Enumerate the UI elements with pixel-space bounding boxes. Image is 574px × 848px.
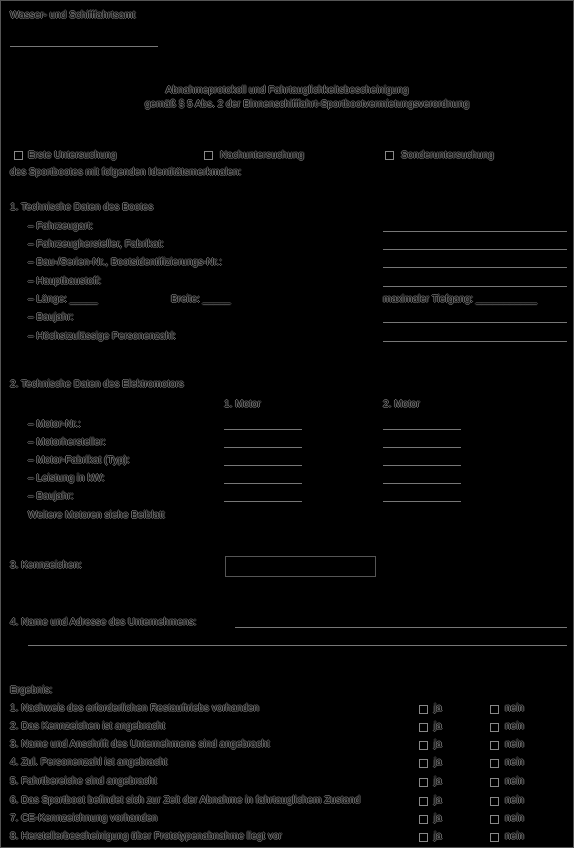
section3-heading: 3. Kennzeichen: bbox=[10, 560, 82, 571]
follow-up-inspection-checkbox[interactable] bbox=[204, 151, 213, 160]
motor1-model-field[interactable] bbox=[224, 465, 302, 466]
result8-yes-checkbox[interactable] bbox=[419, 833, 428, 842]
document-title: Abnahmeprotokoll und Fahrtauglichkeitsbescheinigung bbox=[165, 85, 409, 96]
result2-yes-checkbox[interactable] bbox=[419, 723, 428, 732]
result8-yes-label: ja bbox=[434, 831, 442, 842]
motor-number-label: – Motor-Nr.: bbox=[28, 419, 81, 430]
document-subtitle: gemäß § 5 Abs. 2 der Binnenschifffahrt-Sportbootvermietungsverordnung bbox=[144, 99, 470, 110]
section1-heading: 1. Technische Daten des Bootes bbox=[10, 202, 154, 213]
result-item-2: 2. Das Kennzeichen ist angebracht bbox=[10, 721, 166, 732]
width-label: Breite: _____ bbox=[171, 294, 231, 305]
result4-no-checkbox[interactable] bbox=[490, 759, 499, 768]
motor1-manufacturer-field[interactable] bbox=[224, 447, 302, 448]
additional-motors-note: Weitere Motoren siehe Beiblatt bbox=[28, 510, 165, 521]
vessel-type-field[interactable] bbox=[383, 231, 567, 232]
result4-yes-label: ja bbox=[434, 757, 442, 768]
follow-up-inspection-label: Nachuntersuchung bbox=[220, 150, 304, 161]
authority-name: Wasser- und Schifffahrtsamt bbox=[10, 10, 136, 21]
result1-no-checkbox[interactable] bbox=[490, 705, 499, 714]
result5-yes-checkbox[interactable] bbox=[419, 778, 428, 787]
result7-yes-checkbox[interactable] bbox=[419, 815, 428, 824]
result3-yes-label: ja bbox=[434, 739, 442, 750]
company-name-field[interactable] bbox=[235, 627, 567, 628]
result6-no-checkbox[interactable] bbox=[490, 797, 499, 806]
motor1-number-field[interactable] bbox=[224, 429, 302, 430]
motor2-power-field[interactable] bbox=[383, 483, 461, 484]
company-address-field[interactable] bbox=[28, 645, 567, 646]
result7-yes-label: ja bbox=[434, 813, 442, 824]
result2-no-checkbox[interactable] bbox=[490, 723, 499, 732]
max-persons-field[interactable] bbox=[383, 341, 567, 342]
motor1-column-header: 1. Motor bbox=[224, 399, 261, 410]
result5-no-label: nein bbox=[505, 776, 524, 787]
result-item-6: 6. Das Sportboot befindet sich zur Zeit der Abnahme in fahrtauglichem Zustand bbox=[10, 795, 361, 806]
motor2-manufacturer-field[interactable] bbox=[383, 447, 461, 448]
max-persons-label: – Höchstzulässige Personenzahl: bbox=[28, 331, 176, 342]
result-item-8: 8. Herstellerbescheinigung über Prototypenabnahme liegt vor bbox=[10, 831, 282, 842]
motor2-model-field[interactable] bbox=[383, 465, 461, 466]
motor-model-label: – Motor-Fabrikat (Typ): bbox=[28, 455, 130, 466]
motor-build-year-label: – Baujahr: bbox=[28, 491, 74, 502]
result1-yes-checkbox[interactable] bbox=[419, 705, 428, 714]
motor2-number-field[interactable] bbox=[383, 429, 461, 430]
motor2-build-year-field[interactable] bbox=[383, 501, 461, 502]
registration-mark-field[interactable] bbox=[225, 556, 376, 577]
result-item-4: 4. Zul. Personenzahl ist angebracht bbox=[10, 757, 168, 768]
section4-heading: 4. Name und Adresse des Unternehmens: bbox=[10, 617, 197, 628]
special-inspection-label: Sonderuntersuchung bbox=[401, 150, 494, 161]
result3-no-checkbox[interactable] bbox=[490, 741, 499, 750]
intro-text: des Sportbootes mit folgenden Identitätsmerkmalen: bbox=[10, 167, 242, 178]
result7-no-label: nein bbox=[505, 813, 524, 824]
serial-number-label: – Bau-/Serien-Nr., Bootsidentifizierungs-Nr.: bbox=[28, 257, 222, 268]
result1-no-label: nein bbox=[505, 703, 524, 714]
motor1-power-field[interactable] bbox=[224, 483, 302, 484]
result2-yes-label: ja bbox=[434, 721, 442, 732]
result-item-1: 1. Nachweis des erforderlichen Restauftriebs vorhanden bbox=[10, 703, 260, 714]
result-item-7: 7. CE-Kennzeichnung vorhanden bbox=[10, 813, 158, 824]
result6-yes-checkbox[interactable] bbox=[419, 797, 428, 806]
result4-yes-checkbox[interactable] bbox=[419, 759, 428, 768]
motor1-build-year-field[interactable] bbox=[224, 501, 302, 502]
vessel-type-label: – Fahrzeugart: bbox=[28, 221, 94, 232]
results-heading: Ergebnis: bbox=[10, 685, 53, 696]
main-material-label: – Hauptbaustoff: bbox=[28, 276, 102, 287]
result6-yes-label: ja bbox=[434, 795, 442, 806]
result8-no-label: nein bbox=[505, 831, 524, 842]
section2-heading: 2. Technische Daten des Elektromotors bbox=[10, 379, 184, 390]
result2-no-label: nein bbox=[505, 721, 524, 732]
result3-no-label: nein bbox=[505, 739, 524, 750]
result1-yes-label: ja bbox=[434, 703, 442, 714]
result4-no-label: nein bbox=[505, 757, 524, 768]
max-draft-label: maximaler Tiefgang: ___________ bbox=[383, 294, 537, 305]
serial-number-field[interactable] bbox=[383, 267, 567, 268]
motor2-column-header: 2. Motor bbox=[383, 399, 420, 410]
result5-no-checkbox[interactable] bbox=[490, 778, 499, 787]
motor-manufacturer-label: – Motorhersteller: bbox=[28, 437, 106, 448]
special-inspection-checkbox[interactable] bbox=[385, 151, 394, 160]
result-item-5: 5. Fahrtbereiche sind angebracht bbox=[10, 776, 157, 787]
build-year-label: – Baujahr: bbox=[28, 312, 74, 323]
length-label: – Länge: _____ bbox=[28, 294, 98, 305]
first-inspection-checkbox[interactable] bbox=[14, 151, 23, 160]
authority-location-line[interactable] bbox=[10, 46, 158, 47]
result6-no-label: nein bbox=[505, 795, 524, 806]
result3-yes-checkbox[interactable] bbox=[419, 741, 428, 750]
result5-yes-label: ja bbox=[434, 776, 442, 787]
motor-power-label: – Leistung in kW: bbox=[28, 473, 105, 484]
main-material-field[interactable] bbox=[383, 286, 567, 287]
result8-no-checkbox[interactable] bbox=[490, 833, 499, 842]
manufacturer-field[interactable] bbox=[383, 249, 567, 250]
build-year-field[interactable] bbox=[383, 322, 567, 323]
result7-no-checkbox[interactable] bbox=[490, 815, 499, 824]
first-inspection-label: Erste Untersuchung bbox=[28, 150, 117, 161]
result-item-3: 3. Name und Anschrift des Unternehmens sind angebracht bbox=[10, 739, 270, 750]
manufacturer-label: – Fahrzeughersteller, Fabrikat: bbox=[28, 239, 164, 250]
